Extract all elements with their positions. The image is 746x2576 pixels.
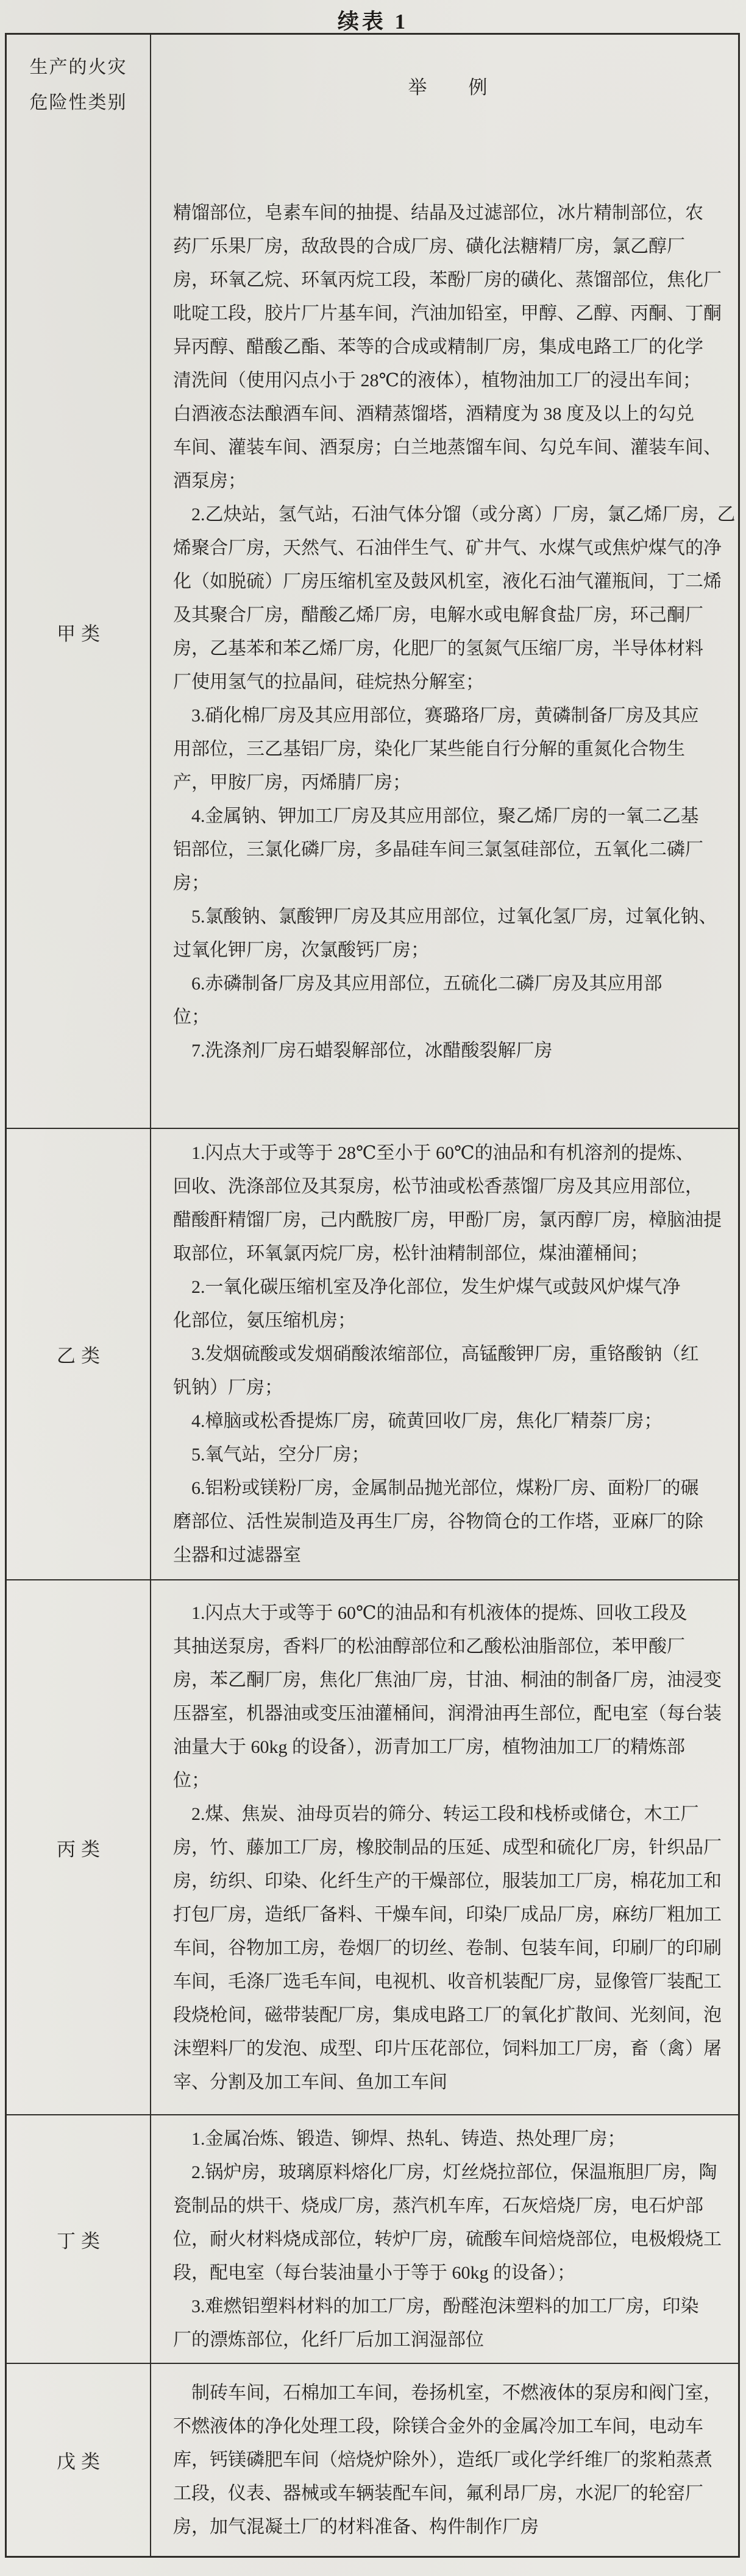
- text-line: 6.铝粉或镁粉厂房，金属制品抛光部位，煤粉厂房、面粉厂的碾: [191, 1478, 699, 1498]
- table-row: [7, 1579, 738, 2114]
- text-line: 钒钠）厂房；: [173, 1378, 283, 1398]
- text-line: 4.金属钠、钾加工厂房及其应用部位，聚乙烯厂房的一氧二乙基: [191, 806, 699, 826]
- text-line: 过氧化钾厂房，次氯酸钙厂房；: [173, 940, 429, 960]
- example-text-cell: [151, 1580, 738, 2114]
- category-label: 戊类: [7, 2364, 151, 2556]
- text-line: 房，加气混凝土厂的材料准备、构件制作厂房: [173, 2517, 539, 2537]
- example-text-cell: [151, 2364, 738, 2556]
- text-line: 化（如脱硫）厂房压缩机室及鼓风机室，液化石油气灌瓶间，丁二烯: [173, 571, 722, 592]
- table-rows: [7, 136, 738, 2556]
- text-line: 2.一氧化碳压缩机室及净化部位，发生炉煤气或鼓风炉煤气净: [191, 1277, 681, 1297]
- text-line: 车间、灌装车间、酒泵房；白兰地蒸馏车间、勾兑车间、灌装车间、: [173, 437, 722, 458]
- text-line: 瓷制品的烘干、烧成厂房，蒸汽机车库，石灰焙烧厂房，电石炉部: [173, 2195, 703, 2216]
- text-line: 房，纺织、印染、化纤生产的干燥部位，服装加工厂房，棉花加工和: [173, 1870, 722, 1891]
- header-category-cell: [7, 35, 151, 136]
- text-line: 房；: [173, 873, 210, 893]
- category-label: 乙类: [7, 1129, 151, 1579]
- text-line: 房，竹、藤加工厂房，橡胶制品的压延、成型和硫化厂房，针织品厂: [173, 1837, 722, 1858]
- header-example-cell: [151, 35, 738, 136]
- text-line: 尘器和过滤器室: [173, 1545, 301, 1565]
- text-line: 车间，谷物加工房，卷烟厂的切丝、卷制、包装车间，印刷厂的印刷: [173, 1937, 722, 1958]
- header-example-label: 举 例: [408, 76, 489, 98]
- text-line: 产，甲胺厂房，丙烯腈厂房；: [173, 773, 411, 793]
- text-line: 位，耐火材料烧成部位，转炉厂房，硫酸车间焙烧部位，电极煅烧工: [173, 2229, 722, 2249]
- text-line: 2.煤、焦炭、油母页岩的筛分、转运工段和栈桥或储仓，木工厂: [191, 1803, 699, 1824]
- text-line: 3.硝化棉厂房及其应用部位，赛璐珞厂房，黄磷制备厂房及其应: [191, 706, 699, 726]
- text-line: 用部位，三乙基铝厂房，染化厂某些能自行分解的重氮化合物生: [173, 739, 685, 759]
- text-line: 6.赤磷制备厂房及其应用部位，五硫化二磷厂房及其应用部: [191, 974, 663, 994]
- text-line: 不燃液体的净化处理工段，除镁合金外的金属冷加工车间，电动车: [173, 2416, 703, 2436]
- category-label: 丁类: [7, 2115, 151, 2363]
- text-line: 取部位，环氧氯丙烷厂房，松针油精制部位，煤油灌桶间；: [173, 1244, 648, 1264]
- page-title: 续表 1: [337, 10, 409, 34]
- text-line: 2.锅炉房，玻璃原料熔化厂房，灯丝烧拉部位，保温瓶胆厂房，陶: [191, 2162, 717, 2182]
- text-line: 铝部位，三氯化磷厂房，多晶硅车间三氯氢硅部位，五氧化二磷厂: [173, 840, 703, 860]
- table-header-row: [7, 35, 738, 136]
- text-line: 压器室，机器油或变压油灌桶间，润滑油再生部位，配电室（每台装: [173, 1703, 722, 1724]
- text-line: 1.闪点大于或等于 28℃至小于 60℃的油品和有机溶剂的提炼、: [191, 1143, 694, 1163]
- text-line: 药厂乐果厂房，敌敌畏的合成厂房、磺化法糖精厂房，氯乙醇厂: [173, 236, 685, 257]
- text-line: 回收、洗涤部位及其泵房，松节油或松香蒸馏厂房及其应用部位，: [173, 1177, 703, 1197]
- text-line: 烯聚合厂房，天然气、石油伴生气、矿井气、水煤气或焦炉煤气的净: [173, 538, 722, 558]
- text-line: 5.氧气站，空分厂房；: [191, 1445, 370, 1465]
- text-line: 房，环氧乙烷、环氧丙烷工段，苯酚厂房的磺化、蒸馏部位，焦化厂: [173, 270, 722, 290]
- category-label: 丙类: [7, 1580, 151, 2114]
- table-row: [7, 2114, 738, 2363]
- table-row: [7, 2363, 738, 2556]
- table-row: [7, 1128, 738, 1579]
- text-line: 3.发烟硫酸或发烟硝酸浓缩部位，高锰酸钾厂房，重铬酸钠（红: [191, 1344, 699, 1364]
- text-line: 沫塑料厂的发泡、成型、印片压花部位，饲料加工厂房，畜（禽）屠: [173, 2038, 722, 2059]
- text-line: 段，配电室（每台装油量小于等于 60kg 的设备）；: [173, 2262, 575, 2283]
- text-line: 厂的漂炼部位，化纤厂后加工润湿部位: [173, 2329, 484, 2350]
- example-text-cell: [151, 136, 738, 1128]
- text-line: 化部位，氨压缩机房；: [173, 1311, 356, 1331]
- text-line: 1.闪点大于或等于 60℃的油品和有机液体的提炼、回收工段及: [191, 1602, 687, 1623]
- text-line: 7.洗涤剂厂房石蜡裂解部位，冰醋酸裂解厂房: [191, 1041, 553, 1061]
- text-line: 及其聚合厂房，醋酸乙烯厂房，电解水或电解食盐厂房，环己酮厂: [173, 605, 703, 625]
- text-line: 房，乙基苯和苯乙烯厂房，化肥厂的氢氮气压缩厂房，半导体材料: [173, 639, 703, 659]
- text-line: 位；: [173, 1770, 210, 1791]
- header-category-line2: 危险性类别: [29, 93, 127, 113]
- example-text-cell: [151, 1129, 738, 1579]
- text-line: 制砖车间，石棉加工车间，卷扬机室，不燃液体的泵房和阀门室，: [191, 2383, 722, 2403]
- text-line: 宰、分割及加工车间、鱼加工车间: [173, 2072, 447, 2092]
- text-line: 位；: [173, 1007, 210, 1027]
- text-line: 厂使用氢气的拉晶间，硅烷热分解室；: [173, 672, 484, 692]
- text-line: 酒泵房；: [173, 471, 246, 491]
- text-line: 车间，毛涤厂选毛车间，电视机、收音机装配厂房，显像管厂装配工: [173, 1971, 722, 1992]
- example-text-cell: [151, 2115, 738, 2363]
- text-line: 油量大于 60kg 的设备），沥青加工厂房，植物油加工厂的精炼部: [173, 1736, 685, 1757]
- text-line: 异丙醇、醋酸乙酯、苯等的合成或精制厂房，集成电路工厂的化学: [173, 337, 703, 357]
- text-line: 2.乙炔站，氢气站，石油气体分馏（或分离）厂房，氯乙烯厂房，乙: [191, 504, 736, 525]
- text-line: 段烧枪间，磁带装配厂房，集成电路工厂的氧化扩散间、光刻间，泡: [173, 2005, 722, 2025]
- text-line: 精馏部位，皂素车间的抽提、结晶及过滤部位，冰片精制部位，农: [173, 203, 703, 223]
- text-line: 醋酸酐精馏厂房，己内酰胺厂房，甲酚厂房，氯丙醇厂房，樟脑油提: [173, 1210, 722, 1230]
- fire-hazard-table: [5, 33, 740, 2558]
- text-line: 工段，仪表、器械或车辆装配车间，氟利昂厂房，水泥厂的轮窑厂: [173, 2483, 703, 2503]
- text-line: 4.樟脑或松香提炼厂房，硫黄回收厂房，焦化厂精萘厂房；: [191, 1411, 663, 1431]
- text-line: 库，钙镁磷肥车间（焙烧炉除外），造纸厂或化学纤维厂的浆粕蒸煮: [173, 2450, 712, 2470]
- text-line: 打包厂房，造纸厂备料、干燥车间，印染厂成品厂房，麻纺厂粗加工: [173, 1904, 722, 1925]
- table-row: [7, 136, 738, 1128]
- text-line: 房，苯乙酮厂房，焦化厂焦油厂房，甘油、桐油的制备厂房，油浸变: [173, 1669, 722, 1690]
- category-label: 甲类: [7, 136, 151, 1128]
- text-line: 吡啶工段，胶片厂片基车间，汽油加铅室，甲醇、乙醇、丙酮、丁酮: [173, 303, 722, 324]
- text-line: 清洗间（使用闪点小于 28℃的液体），植物油加工厂的浸出车间；: [173, 370, 702, 391]
- text-line: 1.金属冶炼、锻造、铆焊、热轧、铸造、热处理厂房；: [191, 2128, 626, 2149]
- text-line: 其抽送泵房，香料厂的松油醇部位和乙酸松油脂部位，苯甲酸厂: [173, 1636, 685, 1657]
- text-line: 白酒液态法酿酒车间、酒精蒸馏塔，酒精度为 38 度及以上的勾兑: [173, 404, 694, 424]
- text-line: 5.氯酸钠、氯酸钾厂房及其应用部位，过氧化氢厂房，过氧化钠、: [191, 907, 717, 927]
- text-line: 磨部位、活性炭制造及再生厂房，谷物筒仓的工作塔，亚麻厂的除: [173, 1512, 703, 1532]
- header-category-line1: 生产的火灾: [29, 57, 127, 77]
- text-line: 3.难燃铝塑料材料的加工厂房，酚醛泡沫塑料的加工厂房，印染: [191, 2296, 699, 2316]
